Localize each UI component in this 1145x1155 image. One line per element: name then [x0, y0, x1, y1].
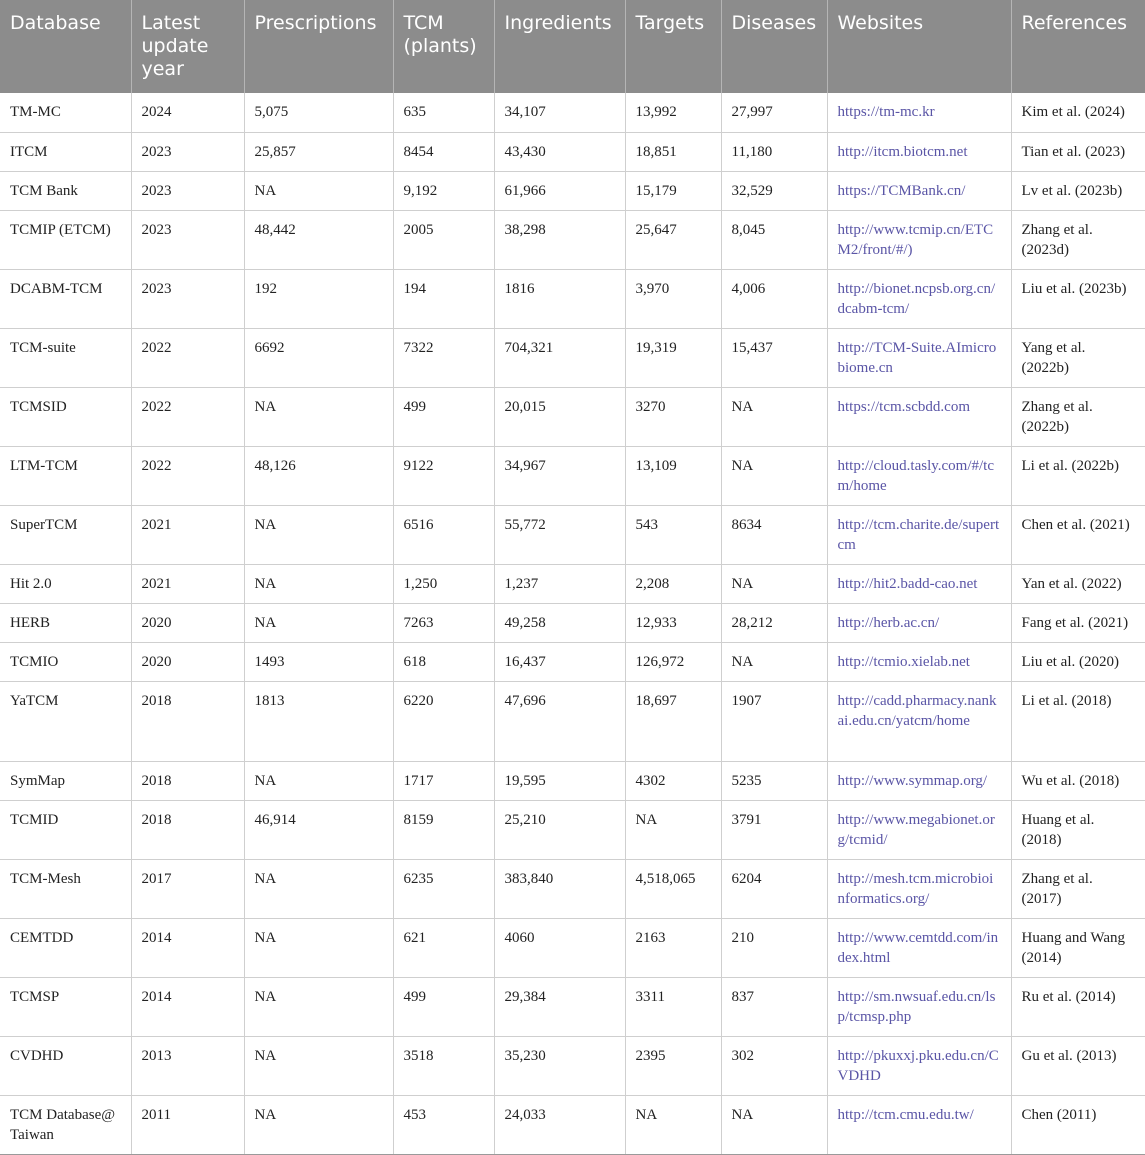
- cell-database: SymMap: [0, 761, 131, 800]
- cell-latest-update-year: 2021: [131, 564, 244, 603]
- cell-prescriptions: NA: [244, 859, 393, 918]
- table-row: [0, 446, 1145, 505]
- cell-diseases: NA: [721, 564, 827, 603]
- cell-diseases: NA: [721, 446, 827, 505]
- cell-database: Hit 2.0: [0, 564, 131, 603]
- cell-tcm-plants: 499: [393, 387, 494, 446]
- cell-tcm-plants: 1717: [393, 761, 494, 800]
- cell-database: HERB: [0, 603, 131, 642]
- cell-websites[interactable]: http://cadd.pharmacy.nankai.edu.cn/yatcm/home: [827, 681, 1011, 761]
- cell-prescriptions: NA: [244, 918, 393, 977]
- cell-diseases: 32,529: [721, 171, 827, 210]
- cell-websites[interactable]: http://tcmio.xielab.net: [827, 642, 1011, 681]
- cell-diseases: 15,437: [721, 328, 827, 387]
- cell-tcm-plants: 194: [393, 269, 494, 328]
- cell-references: Huang et al. (2018): [1011, 800, 1145, 859]
- cell-targets: 3270: [625, 387, 721, 446]
- cell-websites[interactable]: http://www.megabionet.org/tcmid/: [827, 800, 1011, 859]
- cell-targets: 19,319: [625, 328, 721, 387]
- cell-diseases: 1907: [721, 681, 827, 761]
- cell-tcm-plants: 635: [393, 93, 494, 132]
- cell-database: TCM Bank: [0, 171, 131, 210]
- cell-ingredients: 383,840: [494, 859, 625, 918]
- cell-ingredients: 47,696: [494, 681, 625, 761]
- cell-ingredients: 29,384: [494, 977, 625, 1036]
- table-row: [0, 859, 1145, 918]
- cell-targets: 18,697: [625, 681, 721, 761]
- cell-tcm-plants: 1,250: [393, 564, 494, 603]
- cell-database: TCMID: [0, 800, 131, 859]
- cell-ingredients: 1,237: [494, 564, 625, 603]
- cell-tcm-plants: 618: [393, 642, 494, 681]
- cell-ingredients: 61,966: [494, 171, 625, 210]
- cell-targets: 12,933: [625, 603, 721, 642]
- cell-websites[interactable]: https://tcm.scbdd.com: [827, 387, 1011, 446]
- cell-tcm-plants: 6516: [393, 505, 494, 564]
- cell-database: ITCM: [0, 132, 131, 171]
- cell-latest-update-year: 2018: [131, 761, 244, 800]
- cell-latest-update-year: 2020: [131, 603, 244, 642]
- cell-targets: 3,970: [625, 269, 721, 328]
- cell-ingredients: 24,033: [494, 1095, 625, 1154]
- cell-latest-update-year: 2013: [131, 1036, 244, 1095]
- cell-diseases: 28,212: [721, 603, 827, 642]
- cell-latest-update-year: 2018: [131, 800, 244, 859]
- cell-diseases: 27,997: [721, 93, 827, 132]
- cell-prescriptions: 6692: [244, 328, 393, 387]
- cell-tcm-plants: 9,192: [393, 171, 494, 210]
- cell-latest-update-year: 2023: [131, 171, 244, 210]
- cell-prescriptions: 192: [244, 269, 393, 328]
- cell-targets: 3311: [625, 977, 721, 1036]
- cell-latest-update-year: 2024: [131, 93, 244, 132]
- cell-websites[interactable]: http://tcm.cmu.edu.tw/: [827, 1095, 1011, 1154]
- cell-diseases: NA: [721, 642, 827, 681]
- cell-ingredients: 16,437: [494, 642, 625, 681]
- cell-targets: 13,992: [625, 93, 721, 132]
- cell-targets: 18,851: [625, 132, 721, 171]
- table-row: [0, 761, 1145, 800]
- cell-prescriptions: NA: [244, 1036, 393, 1095]
- cell-ingredients: 20,015: [494, 387, 625, 446]
- cell-websites[interactable]: http://pkuxxj.pku.edu.cn/CVDHD: [827, 1036, 1011, 1095]
- cell-ingredients: 34,107: [494, 93, 625, 132]
- cell-database: SuperTCM: [0, 505, 131, 564]
- cell-latest-update-year: 2017: [131, 859, 244, 918]
- table-row: [0, 171, 1145, 210]
- column-header-references: References: [1011, 0, 1145, 93]
- column-header-database: Database: [0, 0, 131, 93]
- cell-ingredients: 43,430: [494, 132, 625, 171]
- column-header-ingredients: Ingredients: [494, 0, 625, 93]
- cell-prescriptions: NA: [244, 505, 393, 564]
- cell-targets: 13,109: [625, 446, 721, 505]
- cell-websites[interactable]: http://www.symmap.org/: [827, 761, 1011, 800]
- cell-ingredients: 704,321: [494, 328, 625, 387]
- cell-references: Zhang et al. (2023d): [1011, 210, 1145, 269]
- cell-references: Liu et al. (2020): [1011, 642, 1145, 681]
- cell-database: CVDHD: [0, 1036, 131, 1095]
- cell-tcm-plants: 2005: [393, 210, 494, 269]
- cell-database: LTM-TCM: [0, 446, 131, 505]
- table-row: [0, 681, 1145, 761]
- cell-prescriptions: NA: [244, 1095, 393, 1154]
- cell-references: Chen (2011): [1011, 1095, 1145, 1154]
- table-row: [0, 210, 1145, 269]
- cell-references: Liu et al. (2023b): [1011, 269, 1145, 328]
- table-row: [0, 269, 1145, 328]
- table-row: [0, 918, 1145, 977]
- cell-database: TCMIP (ETCM): [0, 210, 131, 269]
- cell-latest-update-year: 2023: [131, 269, 244, 328]
- cell-database: DCABM-TCM: [0, 269, 131, 328]
- cell-prescriptions: 1493: [244, 642, 393, 681]
- column-header-diseases: Diseases: [721, 0, 827, 93]
- cell-targets: 25,647: [625, 210, 721, 269]
- cell-references: Huang and Wang (2014): [1011, 918, 1145, 977]
- cell-database: TCM Database@ Taiwan: [0, 1095, 131, 1154]
- cell-database: TCMSID: [0, 387, 131, 446]
- cell-ingredients: 19,595: [494, 761, 625, 800]
- cell-targets: NA: [625, 1095, 721, 1154]
- table-row: [0, 1036, 1145, 1095]
- cell-references: Li et al. (2018): [1011, 681, 1145, 761]
- table-row: [0, 328, 1145, 387]
- cell-references: Kim et al. (2024): [1011, 93, 1145, 132]
- cell-diseases: 8634: [721, 505, 827, 564]
- cell-references: Wu et al. (2018): [1011, 761, 1145, 800]
- column-header-targets: Targets: [625, 0, 721, 93]
- cell-websites[interactable]: http://www.tcmip.cn/ETCM2/front/#/): [827, 210, 1011, 269]
- cell-latest-update-year: 2022: [131, 387, 244, 446]
- cell-diseases: 6204: [721, 859, 827, 918]
- cell-tcm-plants: 6235: [393, 859, 494, 918]
- cell-tcm-plants: 7322: [393, 328, 494, 387]
- cell-latest-update-year: 2018: [131, 681, 244, 761]
- cell-targets: 2163: [625, 918, 721, 977]
- cell-references: Ru et al. (2014): [1011, 977, 1145, 1036]
- cell-latest-update-year: 2011: [131, 1095, 244, 1154]
- cell-tcm-plants: 3518: [393, 1036, 494, 1095]
- cell-tcm-plants: 8159: [393, 800, 494, 859]
- cell-tcm-plants: 453: [393, 1095, 494, 1154]
- cell-references: Tian et al. (2023): [1011, 132, 1145, 171]
- cell-websites[interactable]: http://www.cemtdd.com/index.html: [827, 918, 1011, 977]
- cell-prescriptions: 25,857: [244, 132, 393, 171]
- cell-latest-update-year: 2022: [131, 446, 244, 505]
- cell-tcm-plants: 9122: [393, 446, 494, 505]
- table-row: [0, 387, 1145, 446]
- table-row: [0, 505, 1145, 564]
- table-row: [0, 642, 1145, 681]
- table-header: [0, 0, 1145, 93]
- cell-ingredients: 4060: [494, 918, 625, 977]
- cell-diseases: 302: [721, 1036, 827, 1095]
- cell-prescriptions: NA: [244, 387, 393, 446]
- cell-diseases: 8,045: [721, 210, 827, 269]
- cell-targets: 543: [625, 505, 721, 564]
- cell-references: Yang et al. (2022b): [1011, 328, 1145, 387]
- cell-diseases: 837: [721, 977, 827, 1036]
- cell-targets: 2,208: [625, 564, 721, 603]
- cell-references: Fang et al. (2021): [1011, 603, 1145, 642]
- cell-database: TCM-suite: [0, 328, 131, 387]
- cell-ingredients: 25,210: [494, 800, 625, 859]
- cell-latest-update-year: 2021: [131, 505, 244, 564]
- cell-prescriptions: 1813: [244, 681, 393, 761]
- cell-references: Li et al. (2022b): [1011, 446, 1145, 505]
- cell-websites[interactable]: http://cloud.tasly.com/#/tcm/home: [827, 446, 1011, 505]
- cell-tcm-plants: 7263: [393, 603, 494, 642]
- cell-references: Lv et al. (2023b): [1011, 171, 1145, 210]
- cell-targets: 2395: [625, 1036, 721, 1095]
- cell-latest-update-year: 2020: [131, 642, 244, 681]
- cell-database: TCM-Mesh: [0, 859, 131, 918]
- cell-references: Yan et al. (2022): [1011, 564, 1145, 603]
- cell-diseases: 210: [721, 918, 827, 977]
- table-row: [0, 977, 1145, 1036]
- cell-diseases: 4,006: [721, 269, 827, 328]
- cell-references: Gu et al. (2013): [1011, 1036, 1145, 1095]
- cell-websites[interactable]: http://itcm.biotcm.net: [827, 132, 1011, 171]
- table-row: [0, 564, 1145, 603]
- cell-ingredients: 1816: [494, 269, 625, 328]
- table-row: [0, 603, 1145, 642]
- cell-websites[interactable]: https://tm-mc.kr: [827, 93, 1011, 132]
- cell-diseases: NA: [721, 1095, 827, 1154]
- cell-latest-update-year: 2014: [131, 918, 244, 977]
- cell-websites[interactable]: http://tcm.charite.de/supertcm: [827, 505, 1011, 564]
- cell-ingredients: 34,967: [494, 446, 625, 505]
- cell-tcm-plants: 6220: [393, 681, 494, 761]
- cell-prescriptions: NA: [244, 761, 393, 800]
- cell-diseases: 5235: [721, 761, 827, 800]
- cell-prescriptions: NA: [244, 603, 393, 642]
- table-row: [0, 800, 1145, 859]
- cell-prescriptions: NA: [244, 977, 393, 1036]
- cell-ingredients: 38,298: [494, 210, 625, 269]
- cell-references: Zhang et al. (2022b): [1011, 387, 1145, 446]
- cell-prescriptions: 48,126: [244, 446, 393, 505]
- column-header-prescriptions: Prescriptions: [244, 0, 393, 93]
- table-row: [0, 93, 1145, 132]
- cell-websites[interactable]: http://hit2.badd-cao.net: [827, 564, 1011, 603]
- column-header-tcm-plants: TCM (plants): [393, 0, 494, 93]
- cell-prescriptions: 48,442: [244, 210, 393, 269]
- cell-references: Zhang et al. (2017): [1011, 859, 1145, 918]
- cell-prescriptions: NA: [244, 171, 393, 210]
- cell-targets: 126,972: [625, 642, 721, 681]
- cell-websites[interactable]: http://mesh.tcm.microbioinformatics.org/: [827, 859, 1011, 918]
- cell-ingredients: 55,772: [494, 505, 625, 564]
- cell-targets: NA: [625, 800, 721, 859]
- cell-prescriptions: 5,075: [244, 93, 393, 132]
- cell-database: YaTCM: [0, 681, 131, 761]
- cell-targets: 15,179: [625, 171, 721, 210]
- table-row: [0, 132, 1145, 171]
- cell-references: Chen et al. (2021): [1011, 505, 1145, 564]
- cell-database: TM-MC: [0, 93, 131, 132]
- cell-ingredients: 35,230: [494, 1036, 625, 1095]
- cell-database: TCMSP: [0, 977, 131, 1036]
- cell-diseases: 3791: [721, 800, 827, 859]
- cell-prescriptions: 46,914: [244, 800, 393, 859]
- cell-prescriptions: NA: [244, 564, 393, 603]
- cell-targets: 4,518,065: [625, 859, 721, 918]
- cell-websites[interactable]: https://TCMBank.cn/: [827, 171, 1011, 210]
- cell-diseases: 11,180: [721, 132, 827, 171]
- cell-websites[interactable]: http://bionet.ncpsb.org.cn/dcabm-tcm/: [827, 269, 1011, 328]
- cell-latest-update-year: 2014: [131, 977, 244, 1036]
- cell-tcm-plants: 621: [393, 918, 494, 977]
- cell-database: CEMTDD: [0, 918, 131, 977]
- cell-targets: 4302: [625, 761, 721, 800]
- table-body: [0, 93, 1145, 1154]
- cell-latest-update-year: 2023: [131, 132, 244, 171]
- column-header-latest-update-year: Latest update year: [131, 0, 244, 93]
- cell-websites[interactable]: http://herb.ac.cn/: [827, 603, 1011, 642]
- cell-tcm-plants: 499: [393, 977, 494, 1036]
- cell-tcm-plants: 8454: [393, 132, 494, 171]
- header-row: [0, 0, 1145, 93]
- cell-latest-update-year: 2022: [131, 328, 244, 387]
- cell-diseases: NA: [721, 387, 827, 446]
- cell-database: TCMIO: [0, 642, 131, 681]
- cell-websites[interactable]: http://TCM-Suite.AImicrobiome.cn: [827, 328, 1011, 387]
- cell-websites[interactable]: http://sm.nwsuaf.edu.cn/lsp/tcmsp.php: [827, 977, 1011, 1036]
- table-row: [0, 1095, 1145, 1154]
- column-header-websites: Websites: [827, 0, 1011, 93]
- cell-latest-update-year: 2023: [131, 210, 244, 269]
- cell-ingredients: 49,258: [494, 603, 625, 642]
